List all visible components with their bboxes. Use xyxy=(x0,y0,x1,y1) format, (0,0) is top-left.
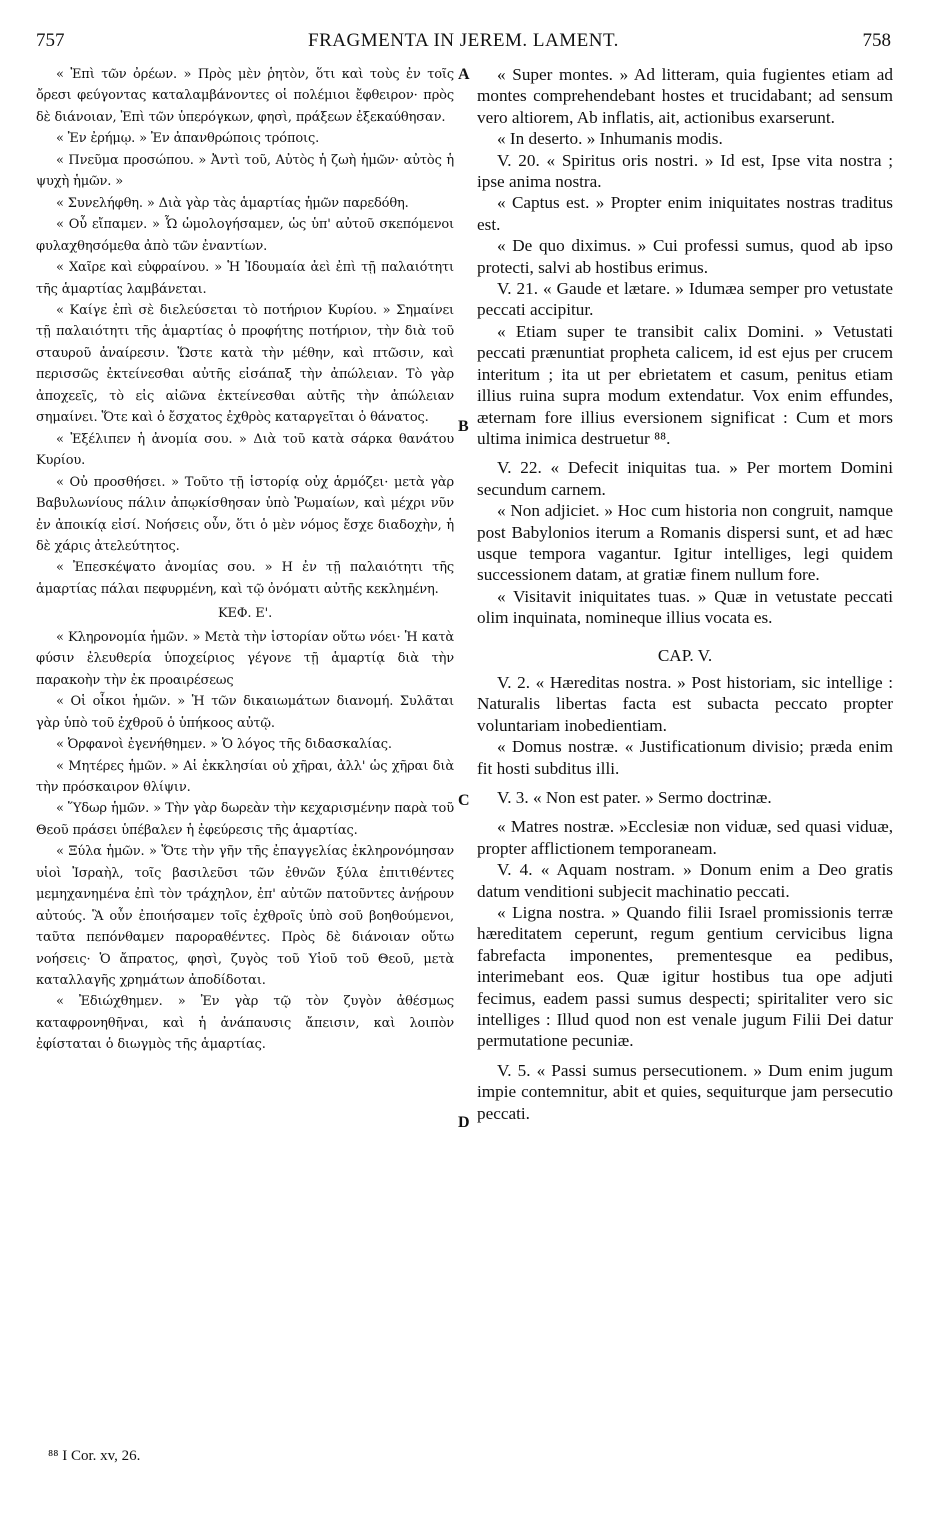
latin-paragraph: V. 20. « Spiritus oris nostri. » Id est, Ipse vita nostra ; ipse anima nostra. xyxy=(477,150,893,192)
latin-paragraph: V. 4. « Aquam nostram. » Donum enim a Deo gratis datum venditioni subjecit machinatio peccati. xyxy=(477,860,893,901)
latin-spacer xyxy=(477,808,893,816)
latin-paragraph: « Domus nostræ. « Justificationum divisio; præda enim fit hosti subditus illi. xyxy=(477,737,893,778)
latin-paragraph: « Etiam super te transibit calix Domini. » Vetustati peccati prænuntiat propheta calicem, id est ejus per crucem interitum ; ita ut per ebrietatem et casum, penitus etiam illius ruina supra modum extendatur. Vox enim effundes, æternam fore illius eversionem significat : Cum et mors ultima inimica destruetur ⁸⁸. xyxy=(477,321,893,448)
page-number-left: 757 xyxy=(36,30,65,51)
latin-paragraph: « De quo diximus. » Cui professi sumus, quod ab ipso protecti, salvi ab hostibus erimus. xyxy=(477,236,893,277)
greek-paragraph: « Ἐπὶ τῶν ὀρέων. » Πρὸς μὲν ῥητὸν, ὅτι καὶ τοὺς ἐν τοῖς ὄρεσι φεύγοντας καταλαμβάνοντες οἱ πολέμιοι ἔφθειρον· πρὸς δὲ διάνοιαν, Ἐπὶ τῶν ὑπερόγκων, φησὶ, πράξεων ἐξεκαύθησαν. xyxy=(36,67,454,125)
greek-paragraph: « Ἐξέλιπεν ἡ ἀνομία σου. » Διὰ τοῦ κατὰ σάρκα θανάτου Κυρίου. xyxy=(36,431,454,469)
page-number-right: 758 xyxy=(862,30,891,51)
greek-paragraph: « Οὐ προσθήσει. » Τοῦτο τῇ ἱστορίᾳ οὐχ ἁρμόζει· μετὰ γὰρ Βαβυλωνίους πάλιν ἀπῳκίσθησαν ὑπὸ Ῥωμαίων, καὶ μέχρι νῦν ἐν ἀποικίᾳ εἰσί. Νοήσεις οὖν, ὅτι ὁ μὲν νόμος ἔσχε διαδοχὴν, ἡ δὲ χάρις ἀτελεύτητος. xyxy=(36,474,454,554)
greek-chapter-heading: ΚΕΦ. Ε'. xyxy=(217,606,273,622)
latin-paragraph: « Super montes. » Ad litteram, quia fugientes etiam ad montes comprehendebant hostes et trucidabant; ad sensum vero altiorem, Ab inflatis, ait, actionibus exarserunt. xyxy=(477,65,893,127)
margin-letter-c: C xyxy=(458,792,470,809)
latin-paragraph: « Visitavit iniquitates tuas. » Quæ in vetustate peccati olim inquinata, nomineque illius vocata es. xyxy=(477,586,893,628)
margin-letter-d: D xyxy=(458,1114,470,1131)
latin-paragraph: « In deserto. » Inhumanis modis. xyxy=(497,129,723,149)
page-header xyxy=(36,30,891,56)
greek-paragraph: « Ἐδιώχθημεν. » Ἐν γὰρ τῷ τὸν ζυγὸν ἀθέσμως καταφρονηθῆναι, καὶ ἡ ἀνάπαυσις ἄπεισιν, καὶ λοιπὸν ἐφίσταται ὁ διωγμὸς τῆς ἁμαρτίας. xyxy=(36,994,454,1053)
greek-paragraph: « Μητέρες ἡμῶν. » Αἱ ἐκκλησίαι οὐ χῆραι, ἀλλ' ὡς χῆραι διὰ τὴν πρόσκαιρον θλίψιν. xyxy=(36,758,454,795)
latin-paragraph: V. 2. « Hæreditas nostra. » Post historiam, sic intellige : Naturalis libertas facta est subacta peccato propter voluntariam inobedientiam. xyxy=(477,672,893,735)
latin-spacer xyxy=(477,1052,893,1060)
latin-spacer xyxy=(477,779,893,787)
greek-paragraph: « Καίγε ἐπὶ σὲ διελεύσεται τὸ ποτήριον Κυρίου. » Σημαίνει τῇ παλαιότητι τῆς ἁμαρτίας ὁ προφήτης ποτήριον, τὴν διὰ τοῦ σταυροῦ ἀναίρεσιν. Ὥστε κατὰ τὴν μέθην, καὶ πτῶσιν, καὶ περισσῶς ἐκτείνεσθαι αὐτῆς εἰσάπαξ τὴν ἀπώλειαν. Τὸ γὰρ ἀποχεεῖς, τὸ εἰς αἰῶνα ἐκτείνεσθαι αὐτῆς τὴν ἀπώλειαν σημαίνει. Ὅτε καὶ ὁ ἔσχατος ἐχθρὸς καταργεῖται ὁ θάνατος. xyxy=(36,302,454,426)
margin-letter-a: A xyxy=(458,66,470,83)
latin-column xyxy=(477,64,893,1124)
greek-paragraph: « Πνεῦμα προσώπου. » Ἀντὶ τοῦ, Αὐτὸς ἡ ζωὴ ἡμῶν· αὐτὸς ἡ ψυχὴ ἡμῶν. » xyxy=(36,152,454,190)
latin-paragraph: V. 22. « Defecit iniquitas tua. » Per mortem Domini secundum carnem. xyxy=(477,458,893,499)
latin-paragraph: « Non adjiciet. » Hoc cum historia non congruit, namque post Babylonios iterum a Romanis dispersi sunt, et ad hæc usque tempora vagantur. Igitur intelliges, legi quidem successionem datam, at gratiæ finem nullum fore. xyxy=(477,501,893,585)
greek-paragraph: « Ὀρφανοὶ ἐγενήθημεν. » Ὁ λόγος τῆς διδασκαλίας. xyxy=(56,737,392,753)
latin-paragraph: V. 21. « Gaude et lætare. » Idumæa semper pro vetustate peccati accipitur. xyxy=(477,279,893,320)
greek-paragraph: « Ἐπεσκέψατο ἀνομίας σου. » Η ἐν τῇ παλαιότητι τῆς ἁμαρτίας πάλαι πεφυρμένη, καὶ τῷ ὀνόματι αὐτῆς κεκλημένη. xyxy=(36,560,454,597)
latin-paragraph: V. 5. « Passi sumus persecutionem. » Dum enim jugum impie contemnitur, abit et quies, sequiturque jam persecutio peccati. xyxy=(477,1060,893,1123)
greek-paragraph: « Χαῖρε καὶ εὐφραίνου. » Ἡ Ἰδουμαία ἀεὶ ἐπὶ τῇ παλαιότητι τῆς ἁμαρτίας λαμβάνεται. xyxy=(36,260,454,297)
latin-paragraph: V. 3. « Non est pater. » Sermo doctrinæ. xyxy=(497,788,772,807)
latin-spacer xyxy=(477,449,893,457)
greek-paragraph: « Ὕδωρ ἡμῶν. » Τὴν γὰρ δωρεὰν τὴν κεχαρισμένην παρὰ τοῦ Θεοῦ πράσει ὑπέβαλεν ἡ ἐφεύρεσις τῆς ἁμαρτίας. xyxy=(36,801,454,838)
latin-paragraph: « Ligna nostra. » Quando filii Israel promissionis terræ hæreditatem ceperunt, regum gentium cervicibus ligna fabrefacta imponentes, prementesque ea pedibus, interimebant eos. Quæ igitur hostibus tua ope adjuti fecimus, eadem passi sumus despecti; spiritaliter vero sic intelliges : Illud quod non est venale jugum Filii Dei datur permutatione pecuniæ. xyxy=(477,903,893,1051)
greek-paragraph: « Συνελήφθη. » Διὰ γὰρ τὰς ἁμαρτίας ἡμῶν παρεδόθη. xyxy=(56,195,409,211)
latin-chapter-heading: CAP. V. xyxy=(657,645,713,665)
latin-paragraph: « Captus est. » Propter enim iniquitates nostras traditus est. xyxy=(477,193,893,234)
greek-paragraph: « Κληρονομία ἡμῶν. » Μετὰ τὴν ἱστορίαν οὕτω νόει· Ἡ κατὰ φύσιν ἐλευθερία ὑποχείριος γέγονε τῇ ἁμαρτίᾳ διὰ τὴν παρακοὴν τὴν ἐκ προαιρέσεως xyxy=(36,629,454,688)
greek-column xyxy=(36,64,454,1056)
margin-letter-b: B xyxy=(458,418,469,435)
footnote: ⁸⁸ I Cor. xv, 26. xyxy=(48,1448,141,1464)
latin-paragraph: « Matres nostræ. »Ecclesiæ non viduæ, sed quasi viduæ, propter afflictionem temporaneam. xyxy=(477,817,893,858)
greek-paragraph: « Οὗ εἴπαμεν. » Ὧ ὡμολογήσαμεν, ὡς ὑπ' αὐτοῦ σκεπόμενοι φυλαχθησόμεθα ἀπὸ τῶν ἐναντίων. xyxy=(36,217,454,254)
greek-paragraph: « Οἱ οἶκοι ἡμῶν. » Ἡ τῶν δικαιωμάτων διανομή. Συλᾶται γὰρ ὑπὸ τοῦ ἐχθροῦ ὁ ὑπήκοος αὐτῷ. xyxy=(36,694,454,731)
greek-paragraph: « Ἐν ἐρήμῳ. » Ἐν ἀπανθρώποις τρόποις. xyxy=(56,131,320,147)
running-title: FRAGMENTA IN JEREM. LAMENT. xyxy=(308,30,619,51)
greek-paragraph: « Ξύλα ἡμῶν. » Ὅτε τὴν γῆν τῆς ἐπαγγελίας ἐκληρονόμησαν υἱοὶ Ἰσραὴλ, τοῖς βασιλεῦσι τῶν ἐθνῶν ξύλα ἐπιτιθέντες μεμηχανημένα ἐπὶ τὸν τράχηλον, ἐπ' αὐτῶν πατοῦντες ἀνῄρουν αὐτούς. Ἃ οὖν ἐποιήσαμεν τοῖς ἐχθροῖς ὑπὸ σοῦ βοηθούμενοι, ταῦτα πεπόνθαμεν παροραθέντες. Πρὸς δὲ διάνοιαν οὕτω νοήσεις· Ὁ ἄπρατος, φησὶ, ζυγὸς τοῦ Υἱοῦ τοῦ Θεοῦ, μετὰ καταλλαγῆς χρημάτων ἀποδίδοται. xyxy=(36,844,454,989)
